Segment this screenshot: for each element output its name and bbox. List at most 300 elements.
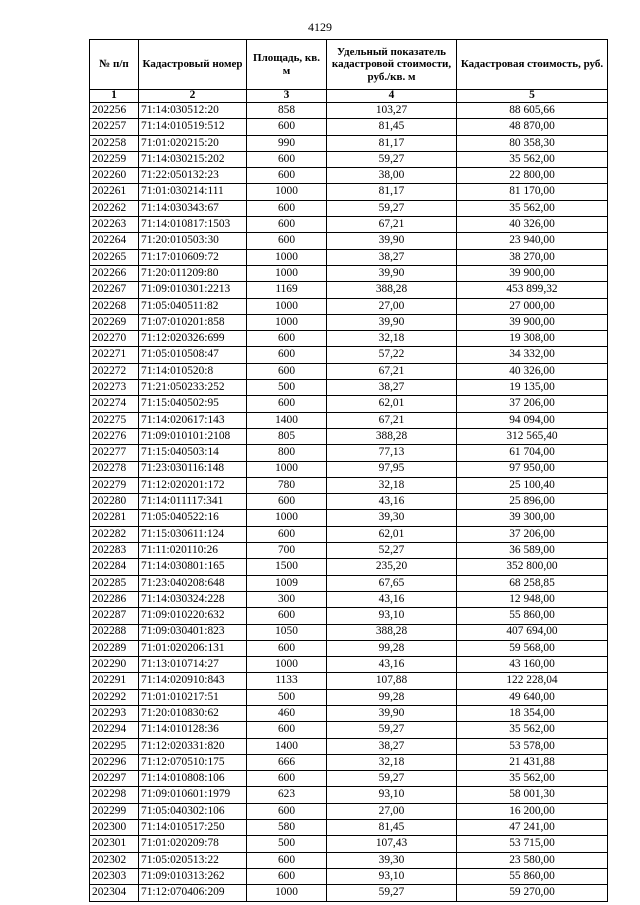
cadastral-number: 71:14:020617:143	[139, 412, 247, 428]
cadastral-value: 53 578,00	[457, 738, 608, 754]
cadastral-number: 71:05:040302:106	[139, 803, 247, 819]
cadastral-number: 71:14:010128:36	[139, 722, 247, 738]
table-row	[90, 380, 608, 396]
table-row	[90, 265, 608, 281]
row-number: 202264	[90, 233, 139, 249]
cadastral-number: 71:12:070510:175	[139, 754, 247, 770]
unit-value: 59,27	[327, 200, 457, 216]
row-number: 202290	[90, 657, 139, 673]
cadastral-number: 71:14:010519:512	[139, 119, 247, 135]
cadastral-number: 71:05:040511:82	[139, 298, 247, 314]
area: 1000	[247, 314, 327, 330]
area: 600	[247, 396, 327, 412]
unit-value: 27,00	[327, 298, 457, 314]
area: 580	[247, 820, 327, 836]
area: 600	[247, 347, 327, 363]
table-row	[90, 445, 608, 461]
area: 1009	[247, 575, 327, 591]
row-number: 202278	[90, 461, 139, 477]
table-row	[90, 543, 608, 559]
row-number: 202281	[90, 510, 139, 526]
cadastral-value: 88 605,66	[457, 103, 608, 119]
cadastral-number: 71:23:030116:148	[139, 461, 247, 477]
table-row	[90, 103, 608, 119]
unit-value: 107,43	[327, 836, 457, 852]
row-number: 202282	[90, 526, 139, 542]
unit-value: 77,13	[327, 445, 457, 461]
row-number: 202272	[90, 363, 139, 379]
row-number: 202260	[90, 168, 139, 184]
unit-value: 99,28	[327, 689, 457, 705]
unit-value: 32,18	[327, 331, 457, 347]
table-row	[90, 200, 608, 216]
area: 1500	[247, 559, 327, 575]
table-header	[90, 40, 608, 90]
row-number: 202261	[90, 184, 139, 200]
unit-value: 388,28	[327, 624, 457, 640]
column-index: 1	[90, 90, 139, 103]
cadastral-number: 71:12:020331:820	[139, 738, 247, 754]
unit-value: 38,27	[327, 380, 457, 396]
area: 780	[247, 477, 327, 493]
row-number: 202303	[90, 868, 139, 884]
table-row	[90, 282, 608, 298]
area: 1000	[247, 298, 327, 314]
area: 460	[247, 705, 327, 721]
column-index: 2	[139, 90, 247, 103]
row-number: 202292	[90, 689, 139, 705]
row-number: 202288	[90, 624, 139, 640]
unit-value: 67,21	[327, 412, 457, 428]
row-number: 202286	[90, 591, 139, 607]
row-number: 202279	[90, 477, 139, 493]
cadastral-number: 71:05:010508:47	[139, 347, 247, 363]
unit-value: 57,22	[327, 347, 457, 363]
row-number: 202266	[90, 265, 139, 281]
unit-value: 39,30	[327, 510, 457, 526]
table-row	[90, 135, 608, 151]
cadastral-number: 71:22:050132:23	[139, 168, 247, 184]
row-number: 202277	[90, 445, 139, 461]
unit-value: 59,27	[327, 771, 457, 787]
row-number: 202295	[90, 738, 139, 754]
table-row	[90, 461, 608, 477]
table-row	[90, 428, 608, 444]
table-row	[90, 217, 608, 233]
area: 600	[247, 526, 327, 542]
unit-value: 103,27	[327, 103, 457, 119]
row-number: 202259	[90, 151, 139, 167]
area: 1000	[247, 265, 327, 281]
table-row	[90, 477, 608, 493]
table-row	[90, 820, 608, 836]
cadastral-table	[89, 39, 608, 902]
area: 600	[247, 852, 327, 868]
table-row	[90, 233, 608, 249]
cadastral-value: 23 580,00	[457, 852, 608, 868]
cadastral-value: 59 270,00	[457, 885, 608, 901]
cadastral-number: 71:09:010313:262	[139, 868, 247, 884]
cadastral-value: 35 562,00	[457, 151, 608, 167]
table-row	[90, 363, 608, 379]
table-row	[90, 657, 608, 673]
cadastral-number: 71:15:040503:14	[139, 445, 247, 461]
cadastral-number: 71:21:050233:252	[139, 380, 247, 396]
unit-value: 81,17	[327, 135, 457, 151]
unit-value: 32,18	[327, 477, 457, 493]
cadastral-number: 71:09:010101:2108	[139, 428, 247, 444]
cadastral-value: 47 241,00	[457, 820, 608, 836]
cadastral-value: 58 001,30	[457, 787, 608, 803]
unit-value: 81,45	[327, 820, 457, 836]
unit-value: 32,18	[327, 754, 457, 770]
cadastral-value: 122 228,04	[457, 673, 608, 689]
table-row	[90, 575, 608, 591]
cadastral-number: 71:01:010217:51	[139, 689, 247, 705]
unit-value: 67,65	[327, 575, 457, 591]
row-number: 202284	[90, 559, 139, 575]
area: 600	[247, 868, 327, 884]
area: 600	[247, 119, 327, 135]
cadastral-number: 71:17:010609:72	[139, 249, 247, 265]
cadastral-number: 71:14:030801:165	[139, 559, 247, 575]
table-row	[90, 722, 608, 738]
cadastral-number: 71:09:010601:1979	[139, 787, 247, 803]
table-row	[90, 526, 608, 542]
cadastral-value: 53 715,00	[457, 836, 608, 852]
area: 1000	[247, 184, 327, 200]
unit-value: 39,90	[327, 265, 457, 281]
cadastral-number: 71:14:011117:341	[139, 494, 247, 510]
area: 600	[247, 233, 327, 249]
table-row	[90, 868, 608, 884]
cadastral-value: 39 900,00	[457, 265, 608, 281]
cadastral-value: 40 326,00	[457, 217, 608, 233]
cadastral-number: 71:14:030324:228	[139, 591, 247, 607]
row-number: 202300	[90, 820, 139, 836]
cadastral-number: 71:09:030401:823	[139, 624, 247, 640]
area: 300	[247, 591, 327, 607]
row-number: 202257	[90, 119, 139, 135]
cadastral-value: 34 332,00	[457, 347, 608, 363]
row-number: 202269	[90, 314, 139, 330]
area: 1400	[247, 412, 327, 428]
cadastral-value: 35 562,00	[457, 200, 608, 216]
table-row	[90, 705, 608, 721]
unit-value: 93,10	[327, 787, 457, 803]
cadastral-number: 71:09:010301:2213	[139, 282, 247, 298]
cadastral-value: 35 562,00	[457, 722, 608, 738]
cadastral-value: 25 100,40	[457, 477, 608, 493]
cadastral-number: 71:15:040502:95	[139, 396, 247, 412]
unit-value: 38,27	[327, 249, 457, 265]
unit-value: 388,28	[327, 428, 457, 444]
table-row	[90, 591, 608, 607]
cadastral-number: 71:13:010714:27	[139, 657, 247, 673]
cadastral-number: 71:14:010817:1503	[139, 217, 247, 233]
area: 500	[247, 689, 327, 705]
cadastral-number: 71:14:010517:250	[139, 820, 247, 836]
area: 500	[247, 836, 327, 852]
table-row	[90, 298, 608, 314]
column-index: 4	[327, 90, 457, 103]
page-number: 4129	[308, 20, 332, 34]
unit-value: 67,21	[327, 217, 457, 233]
area: 600	[247, 363, 327, 379]
row-number: 202299	[90, 803, 139, 819]
cadastral-value: 55 860,00	[457, 608, 608, 624]
cadastral-value: 453 899,32	[457, 282, 608, 298]
unit-value: 99,28	[327, 640, 457, 656]
unit-value: 59,27	[327, 151, 457, 167]
area: 1000	[247, 461, 327, 477]
area: 600	[247, 608, 327, 624]
cadastral-number: 71:14:010808:106	[139, 771, 247, 787]
cadastral-value: 39 900,00	[457, 314, 608, 330]
cadastral-value: 27 000,00	[457, 298, 608, 314]
area: 600	[247, 200, 327, 216]
table-row	[90, 510, 608, 526]
area: 600	[247, 722, 327, 738]
table-row	[90, 184, 608, 200]
table-row	[90, 494, 608, 510]
table-row	[90, 331, 608, 347]
unit-value: 97,95	[327, 461, 457, 477]
unit-value: 81,45	[327, 119, 457, 135]
row-number: 202263	[90, 217, 139, 233]
area: 1000	[247, 249, 327, 265]
row-number: 202270	[90, 331, 139, 347]
table-row	[90, 396, 608, 412]
cadastral-number: 71:12:070406:209	[139, 885, 247, 901]
table-body	[90, 103, 608, 902]
cadastral-value: 55 860,00	[457, 868, 608, 884]
cadastral-value: 22 800,00	[457, 168, 608, 184]
cadastral-value: 25 896,00	[457, 494, 608, 510]
area: 623	[247, 787, 327, 803]
cadastral-value: 407 694,00	[457, 624, 608, 640]
area: 600	[247, 640, 327, 656]
area: 666	[247, 754, 327, 770]
unit-value: 59,27	[327, 722, 457, 738]
table-row	[90, 119, 608, 135]
cadastral-number: 71:14:030343:67	[139, 200, 247, 216]
area: 600	[247, 151, 327, 167]
cadastral-value: 97 950,00	[457, 461, 608, 477]
cadastral-value: 49 640,00	[457, 689, 608, 705]
table-row	[90, 151, 608, 167]
area: 1169	[247, 282, 327, 298]
table-row	[90, 624, 608, 640]
area: 990	[247, 135, 327, 151]
cadastral-number: 71:07:010201:858	[139, 314, 247, 330]
unit-value: 39,30	[327, 852, 457, 868]
table-row	[90, 249, 608, 265]
cadastral-value: 39 300,00	[457, 510, 608, 526]
row-number: 202289	[90, 640, 139, 656]
area: 600	[247, 494, 327, 510]
unit-value: 93,10	[327, 868, 457, 884]
row-number: 202294	[90, 722, 139, 738]
cadastral-number: 71:09:010220:632	[139, 608, 247, 624]
cadastral-value: 40 326,00	[457, 363, 608, 379]
cadastral-value: 18 354,00	[457, 705, 608, 721]
unit-value: 81,17	[327, 184, 457, 200]
table-row	[90, 738, 608, 754]
unit-value: 93,10	[327, 608, 457, 624]
cadastral-number: 71:20:010830:62	[139, 705, 247, 721]
header-cadastral-value: Кадастровая стоимость, руб.	[457, 40, 608, 90]
cadastral-value: 94 094,00	[457, 412, 608, 428]
cadastral-value: 312 565,40	[457, 428, 608, 444]
unit-value: 38,00	[327, 168, 457, 184]
cadastral-value: 36 589,00	[457, 543, 608, 559]
area: 805	[247, 428, 327, 444]
cadastral-number: 71:12:020326:699	[139, 331, 247, 347]
cadastral-number: 71:12:020201:172	[139, 477, 247, 493]
row-number: 202293	[90, 705, 139, 721]
row-number: 202302	[90, 852, 139, 868]
cadastral-value: 19 308,00	[457, 331, 608, 347]
header-unit-value: Удельный показатель кадастровой стоимости, руб./кв. м	[327, 40, 457, 90]
row-number: 202283	[90, 543, 139, 559]
table-row	[90, 754, 608, 770]
row-number: 202273	[90, 380, 139, 396]
cadastral-value: 12 948,00	[457, 591, 608, 607]
cadastral-value: 68 258,85	[457, 575, 608, 591]
unit-value: 388,28	[327, 282, 457, 298]
row-number: 202304	[90, 885, 139, 901]
cadastral-value: 37 206,00	[457, 526, 608, 542]
cadastral-number: 71:11:020110:26	[139, 543, 247, 559]
cadastral-value: 16 200,00	[457, 803, 608, 819]
area: 500	[247, 380, 327, 396]
row-number: 202265	[90, 249, 139, 265]
table-row	[90, 640, 608, 656]
cadastral-value: 19 135,00	[457, 380, 608, 396]
table-row	[90, 168, 608, 184]
area: 600	[247, 217, 327, 233]
unit-value: 107,88	[327, 673, 457, 689]
cadastral-value: 35 562,00	[457, 771, 608, 787]
unit-value: 27,00	[327, 803, 457, 819]
cadastral-value: 43 160,00	[457, 657, 608, 673]
area: 1400	[247, 738, 327, 754]
table-row	[90, 412, 608, 428]
row-number: 202274	[90, 396, 139, 412]
row-number: 202262	[90, 200, 139, 216]
row-number: 202267	[90, 282, 139, 298]
cadastral-value: 21 431,88	[457, 754, 608, 770]
cadastral-value: 352 800,00	[457, 559, 608, 575]
row-number: 202276	[90, 428, 139, 444]
unit-value: 43,16	[327, 494, 457, 510]
row-number: 202297	[90, 771, 139, 787]
column-index: 5	[457, 90, 608, 103]
table-row	[90, 673, 608, 689]
cadastral-value: 37 206,00	[457, 396, 608, 412]
header-cadastral-number: Кадастровый номер	[139, 40, 247, 90]
cadastral-value: 48 870,00	[457, 119, 608, 135]
header-number: № п/п	[90, 40, 139, 90]
cadastral-number: 71:05:040522:16	[139, 510, 247, 526]
table-row	[90, 559, 608, 575]
cadastral-number: 71:20:010503:30	[139, 233, 247, 249]
table-row	[90, 885, 608, 901]
unit-value: 39,90	[327, 705, 457, 721]
row-number: 202291	[90, 673, 139, 689]
row-number: 202256	[90, 103, 139, 119]
row-number: 202271	[90, 347, 139, 363]
area: 600	[247, 168, 327, 184]
cadastral-number: 71:01:030214:111	[139, 184, 247, 200]
table-row	[90, 852, 608, 868]
area: 1133	[247, 673, 327, 689]
table-row	[90, 836, 608, 852]
table-row	[90, 787, 608, 803]
area: 1000	[247, 657, 327, 673]
header-area: Площадь, кв. м	[247, 40, 327, 90]
unit-value: 38,27	[327, 738, 457, 754]
cadastral-value: 38 270,00	[457, 249, 608, 265]
table-row	[90, 314, 608, 330]
area: 800	[247, 445, 327, 461]
cadastral-number: 71:14:030215:202	[139, 151, 247, 167]
table-row	[90, 803, 608, 819]
cadastral-number: 71:14:010520:8	[139, 363, 247, 379]
area: 858	[247, 103, 327, 119]
area: 600	[247, 331, 327, 347]
area: 1000	[247, 885, 327, 901]
unit-value: 67,21	[327, 363, 457, 379]
area: 600	[247, 771, 327, 787]
unit-value: 39,90	[327, 314, 457, 330]
area: 1000	[247, 510, 327, 526]
row-number: 202275	[90, 412, 139, 428]
row-number: 202258	[90, 135, 139, 151]
table-row	[90, 347, 608, 363]
cadastral-number: 71:15:030611:124	[139, 526, 247, 542]
row-number: 202301	[90, 836, 139, 852]
column-index-row-group	[90, 90, 608, 103]
cadastral-number: 71:01:020209:78	[139, 836, 247, 852]
unit-value: 62,01	[327, 396, 457, 412]
cadastral-number: 71:23:040208:648	[139, 575, 247, 591]
unit-value: 235,20	[327, 559, 457, 575]
area: 700	[247, 543, 327, 559]
column-index: 3	[247, 90, 327, 103]
area: 1050	[247, 624, 327, 640]
row-number: 202280	[90, 494, 139, 510]
unit-value: 43,16	[327, 591, 457, 607]
unit-value: 59,27	[327, 885, 457, 901]
cadastral-value: 23 940,00	[457, 233, 608, 249]
cadastral-value: 80 358,30	[457, 135, 608, 151]
cadastral-number: 71:14:020910:843	[139, 673, 247, 689]
row-number: 202296	[90, 754, 139, 770]
unit-value: 43,16	[327, 657, 457, 673]
cadastral-number: 71:14:030512:20	[139, 103, 247, 119]
row-number: 202298	[90, 787, 139, 803]
cadastral-value: 81 170,00	[457, 184, 608, 200]
table-row	[90, 608, 608, 624]
cadastral-number: 71:01:020215:20	[139, 135, 247, 151]
cadastral-value: 61 704,00	[457, 445, 608, 461]
unit-value: 39,90	[327, 233, 457, 249]
table-row	[90, 689, 608, 705]
row-number: 202268	[90, 298, 139, 314]
unit-value: 52,27	[327, 543, 457, 559]
